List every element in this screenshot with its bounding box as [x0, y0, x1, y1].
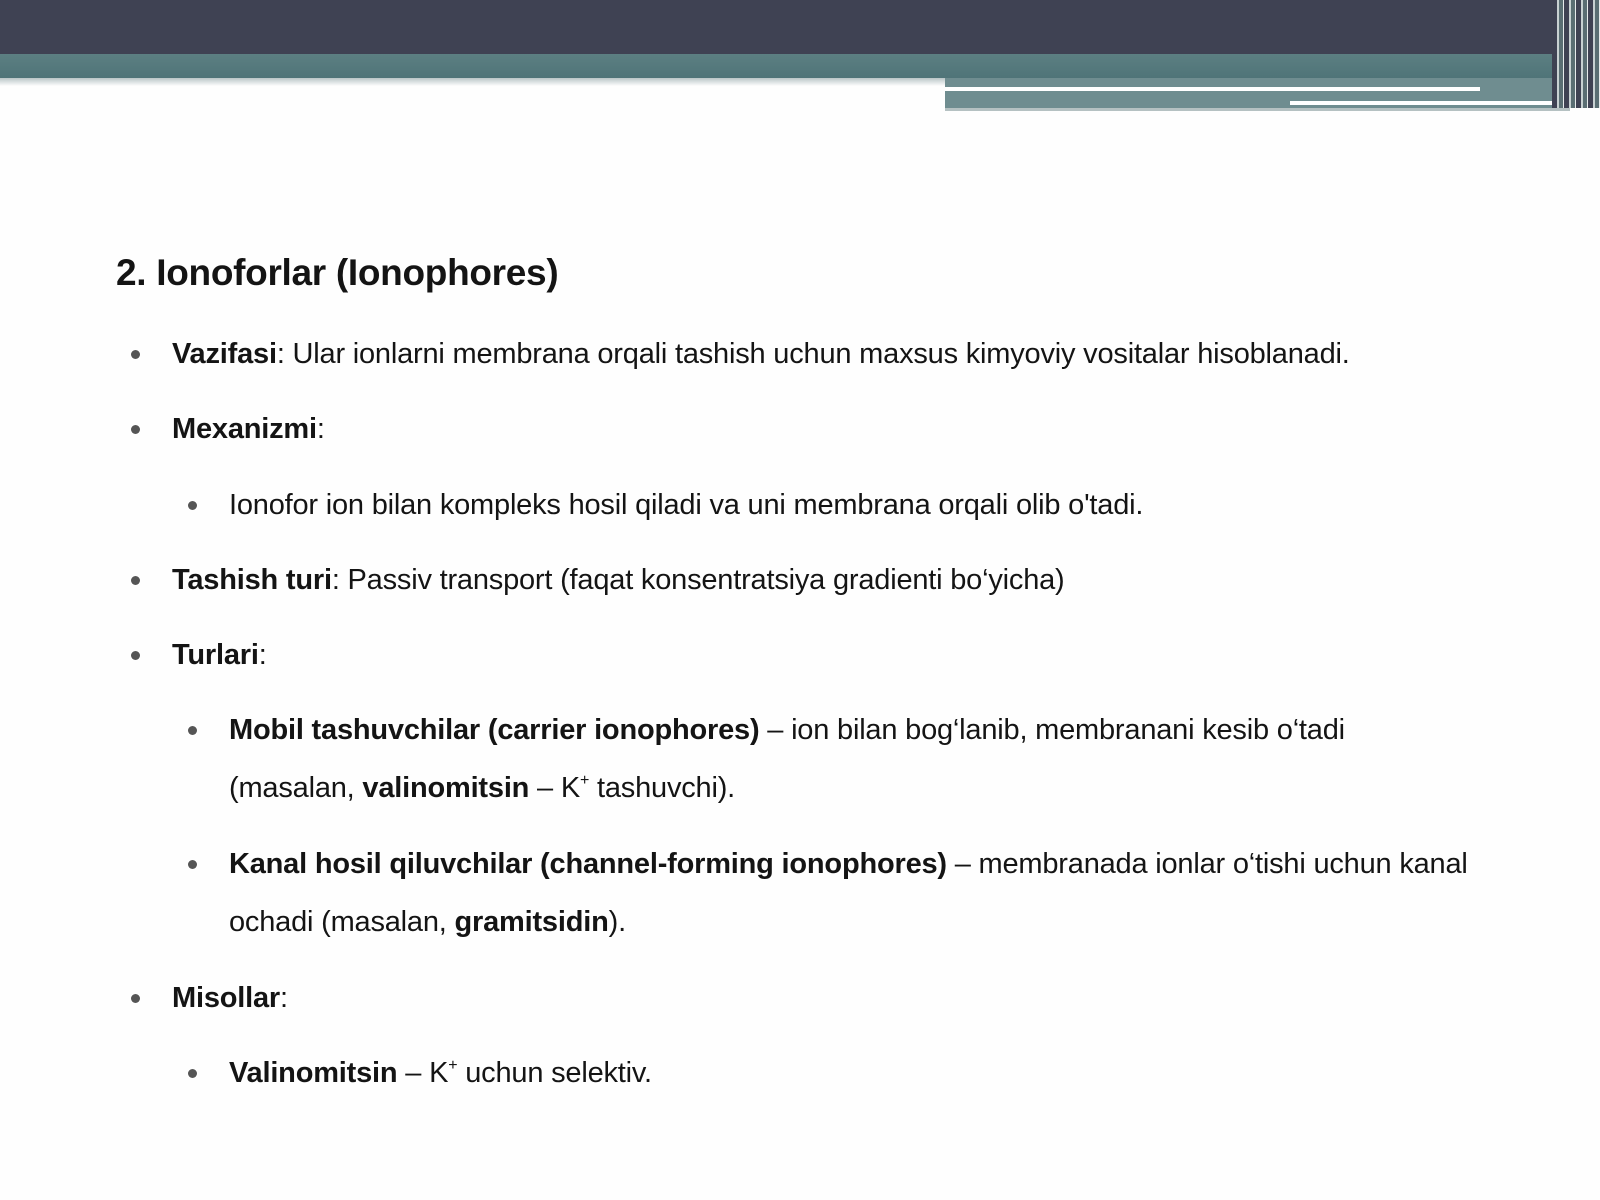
item-text: :	[258, 639, 267, 671]
item-label: Kanal hosil qiluvchilar (channel-forming ionophores)	[229, 848, 947, 880]
sub-item-ionofor	[229, 476, 1469, 534]
example-name: valinomitsin	[362, 772, 530, 804]
bullet-icon	[131, 350, 140, 359]
superscript: +	[448, 1057, 458, 1074]
bullet-icon	[131, 425, 140, 434]
bullet-icon	[188, 726, 197, 735]
bullet-icon	[188, 501, 197, 510]
item-text: ).	[608, 906, 626, 938]
item-label: Misollar	[172, 982, 280, 1014]
slide-title: 2. Ionoforlar (Ionophores)	[116, 252, 559, 293]
list-item-tashish-turi	[172, 551, 1472, 609]
item-text: Ionofor ion bilan kompleks hosil qiladi va uni membrana orqali olib o'tadi.	[229, 489, 1144, 521]
item-label: Turlari	[172, 639, 259, 671]
sub-item-mobil-tashuvchilar	[229, 701, 1469, 817]
item-label: Mobil tashuvchilar (carrier ionophores)	[229, 714, 760, 746]
item-label: Valinomitsin	[229, 1057, 398, 1089]
sub-item-valinomitsin	[229, 1044, 1469, 1102]
bullet-icon	[131, 576, 140, 585]
item-text: – membranada ionlar o‘tishi uchun kanal ochadi (masalan,	[229, 848, 1468, 938]
item-text: – K	[529, 772, 580, 804]
sub-item-kanal-hosil	[229, 835, 1469, 951]
list-item-misollar	[172, 969, 1472, 1027]
item-text: : Passiv transport (faqat konsentratsiya gradienti bo‘yicha)	[331, 564, 1065, 596]
item-text: uchun selektiv.	[457, 1057, 652, 1089]
item-label: Tashish turi	[172, 564, 332, 596]
item-text: – K	[397, 1057, 449, 1089]
bullet-icon	[131, 651, 140, 660]
list-item-mexanizmi	[172, 400, 1472, 458]
example-name: gramitsidin	[454, 906, 609, 938]
list-item-turlari	[172, 626, 1472, 684]
item-label: Vazifasi	[172, 338, 277, 370]
item-text: :	[280, 982, 288, 1014]
bullet-icon	[188, 1069, 197, 1078]
item-label: Mexanizmi	[172, 413, 317, 445]
superscript: +	[580, 772, 590, 789]
item-text: : Ular ionlarni membrana orqali tashish uchun maxsus kimyoviy vositalar hisoblanadi.	[276, 338, 1350, 370]
item-text: – ion bilan bog‘lanib, membranani kesib o‘tadi (masalan,	[229, 714, 1345, 804]
bullet-icon	[131, 994, 140, 1003]
list-item-vazifasi	[172, 325, 1472, 383]
item-text: :	[316, 413, 325, 445]
bullet-icon	[188, 860, 197, 869]
item-text: tashuvchi).	[589, 772, 736, 804]
